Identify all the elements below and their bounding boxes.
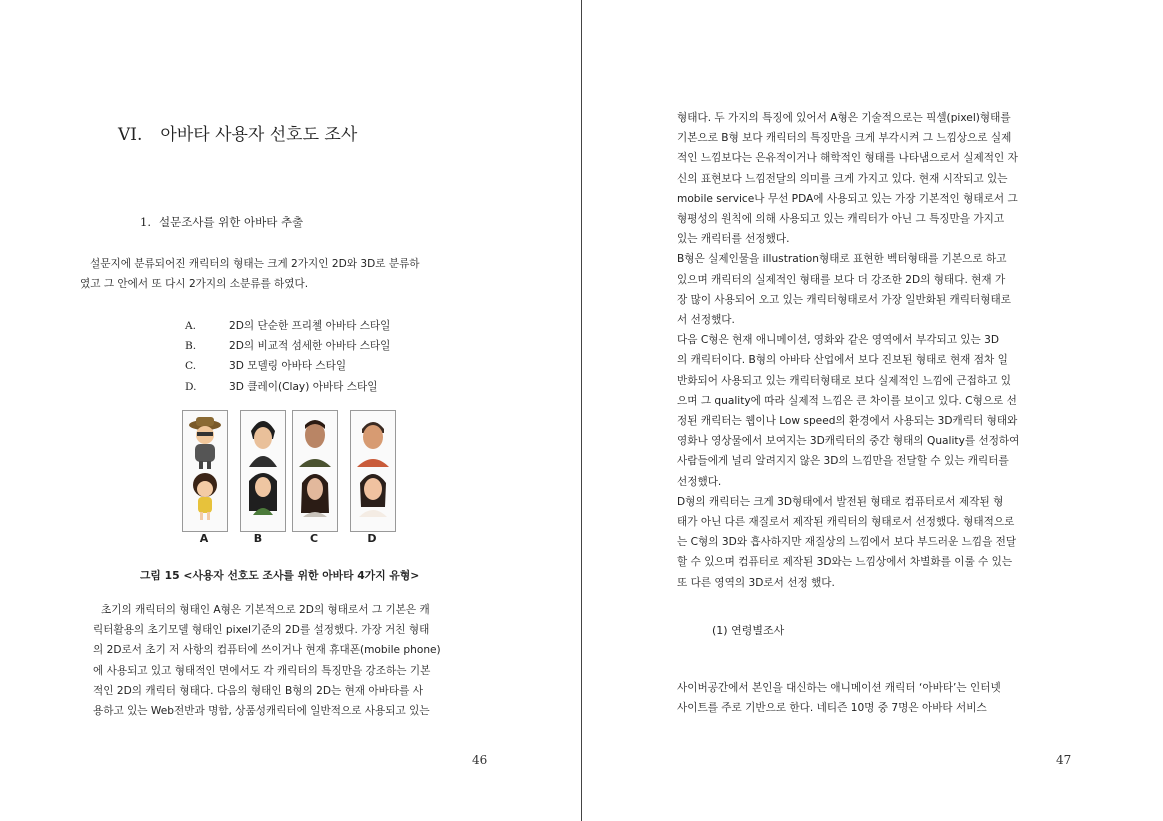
text-line: 신의 표현보다 느낌전달의 의미를 크게 가지고 있다. 현재 시작되고 있는 — [677, 172, 1008, 185]
text-line: 서 선정했다. — [677, 314, 735, 327]
avatar-column-b — [240, 410, 286, 532]
text-line: 할 수 있으며 컴퓨터로 제작된 3D와는 느낌상에서 차별화를 이룰 수 있는 — [677, 556, 1013, 569]
text-line: 선정했다. — [677, 475, 722, 488]
section-heading — [140, 214, 303, 230]
text-line: 의 2D로서 초기 저 사항의 컴퓨터에 쓰이거나 현재 휴대폰(mobile phone) — [93, 644, 441, 657]
figure-label-c: C — [309, 532, 319, 545]
text-line: 있으며 캐릭터의 실제적인 형태를 보다 더 강조한 2D의 형태다. 현재 가 — [677, 273, 1006, 286]
figure-label-b: B — [253, 532, 263, 545]
text-line: 릭터활용의 초기모델 형태인 pixel기준의 2D를 설정했다. 가장 거친 형태 — [93, 624, 430, 637]
avatar-c-image — [293, 411, 337, 531]
avatar-column-d — [350, 410, 396, 532]
text-line: mobile service나 무선 PDA에 사용되고 있는 가장 기본적인 형태로서 그 — [677, 192, 1018, 205]
figure-label-a: A — [199, 532, 209, 545]
text-line: 기본으로 B형 보다 캐릭터의 특징만을 크게 부각시켜 그 느낌상으로 실제 — [677, 132, 1012, 145]
avatar-column-a — [182, 410, 228, 532]
right-closing-paragraph — [677, 678, 1070, 718]
right-page — [584, 0, 1163, 821]
text-line: 있는 캐릭터를 선정했다. — [677, 233, 790, 246]
text-line: 의 캐릭터이다. B형의 아바타 산업에서 보다 진보된 형태로 현재 점차 일 — [677, 354, 1008, 367]
list-item: A. 2D의 단순한 프리첼 아바타 스타일 — [185, 320, 391, 332]
avatar-a-image — [183, 411, 227, 531]
text-line: 형태다. 두 가지의 특징에 있어서 A형은 기술적으로는 픽셀(pixel)형태를 — [677, 112, 1011, 124]
avatar-figure — [182, 410, 400, 552]
chapter-heading — [118, 120, 357, 145]
text-line: 는 C형의 3D와 흡사하지만 재질상의 느낌에서 보다 부드러운 느낌을 전달 — [677, 536, 1017, 549]
text-line: 형평성의 원칙에 의해 사용되고 있는 캐릭터가 아닌 그 특징만을 가지고 — [677, 213, 1005, 226]
text-line: 정된 캐릭터는 웹이나 Low speed의 환경에서 사용되는 3D캐릭터 형태와 — [677, 415, 1018, 428]
avatar-d-image — [351, 411, 395, 531]
style-list — [185, 316, 390, 397]
text-line: 사람들에게 널리 알려지지 않은 3D의 느낌만을 전달할 수 있는 캐릭터를 — [677, 455, 1009, 468]
chapter-number: VI. — [118, 125, 143, 145]
text-line: 영화나 영상물에서 보여지는 3D캐릭터의 중간 형태의 Quality를 선정하여 — [677, 435, 1020, 448]
section-title: 설문조사를 위한 아바타 추출 — [158, 215, 304, 229]
text-line: 적인 느낌보다는 은유적이거나 해학적인 형태를 나타냄으로서 실제적인 자 — [677, 152, 1018, 165]
text-line: 초기의 캐릭터의 형태인 A형은 기본적으로 2D의 형태로서 그 기본은 캐 — [101, 604, 430, 616]
text-line: 설문지에 분류되어진 캐릭터의 형태는 크게 2가지인 2D와 3D로 분류하 — [90, 258, 420, 270]
text-line: 또 다른 영역의 3D로서 선정 했다. — [677, 576, 835, 589]
page-number: 47 — [1056, 753, 1072, 767]
section-number: 1. — [140, 215, 151, 229]
text-line: 태가 아닌 다른 재질로서 제작된 캐릭터의 형태로서 선정했다. 형태적으로 — [677, 516, 1015, 529]
figure-caption: 그림 15 <사용자 선호도 조사를 위한 아바타 4가지 유형> — [140, 569, 420, 582]
text-line: 에 사용되고 있고 형태적인 면에서도 각 캐릭터의 특징만을 강조하는 기본 — [93, 664, 431, 677]
avatar-column-c — [292, 410, 338, 532]
right-body-paragraph — [677, 108, 1070, 593]
text-line: 사이트를 주로 기반으로 한다. 네티즌 10명 중 7명은 아바타 서비스 — [677, 702, 987, 715]
avatar-b-image — [241, 411, 285, 531]
text-line: 장 많이 사용되어 오고 있는 캐릭터형태로서 가장 일반화된 캐릭터형태로 — [677, 293, 1011, 306]
chapter-title: 아바타 사용자 선호도 조사 — [160, 125, 358, 145]
list-item: B. 2D의 비교적 섬세한 아바타 스타일 — [185, 340, 391, 353]
intro-paragraph — [80, 254, 486, 294]
text-line: 다음 C형은 현재 애니메이션, 영화와 같은 영역에서 부각되고 있는 3D — [677, 334, 1000, 347]
text-line: 용하고 있는 Web전반과 명함, 상품성캐릭터에 일반적으로 사용되고 있는 — [93, 705, 430, 718]
text-line: 였고 그 안에서 또 다시 2가지의 소분류를 하였다. — [80, 278, 309, 291]
text-line: 적인 2D의 캐릭터 형태다. 다음의 형태인 B형의 2D는 현재 아바타를 사 — [93, 684, 423, 697]
subsection-heading: (1) 연령별조사 — [712, 624, 785, 637]
text-line: 으며 그 quality에 따라 실제적 느낌은 큰 차이를 보이고 있다. C형으로 선 — [677, 394, 1017, 407]
left-body-paragraph — [93, 600, 485, 721]
page-number: 46 — [472, 753, 488, 767]
figure-label-d: D — [367, 532, 377, 545]
text-line: D형의 캐릭터는 크게 3D형태에서 발전된 형태로 컴퓨터로서 제작된 형 — [677, 495, 1004, 508]
text-line: 사이버공간에서 본인을 대신하는 애니메이션 캐릭터 ‘아바타’는 인터넷 — [677, 682, 1001, 694]
text-line: B형은 실제인물을 illustration형태로 표현한 벡터형태를 기본으로 하고 — [677, 253, 1007, 266]
page-divider — [581, 0, 582, 821]
list-item: C. 3D 모델링 아바타 스타일 — [185, 360, 347, 373]
text-line: 반화되어 사용되고 있는 캐릭터형태로 보다 실제적인 느낌에 근접하고 있 — [677, 374, 1011, 387]
list-item: D. 3D 클레이(Clay) 아바타 스타일 — [185, 380, 378, 393]
